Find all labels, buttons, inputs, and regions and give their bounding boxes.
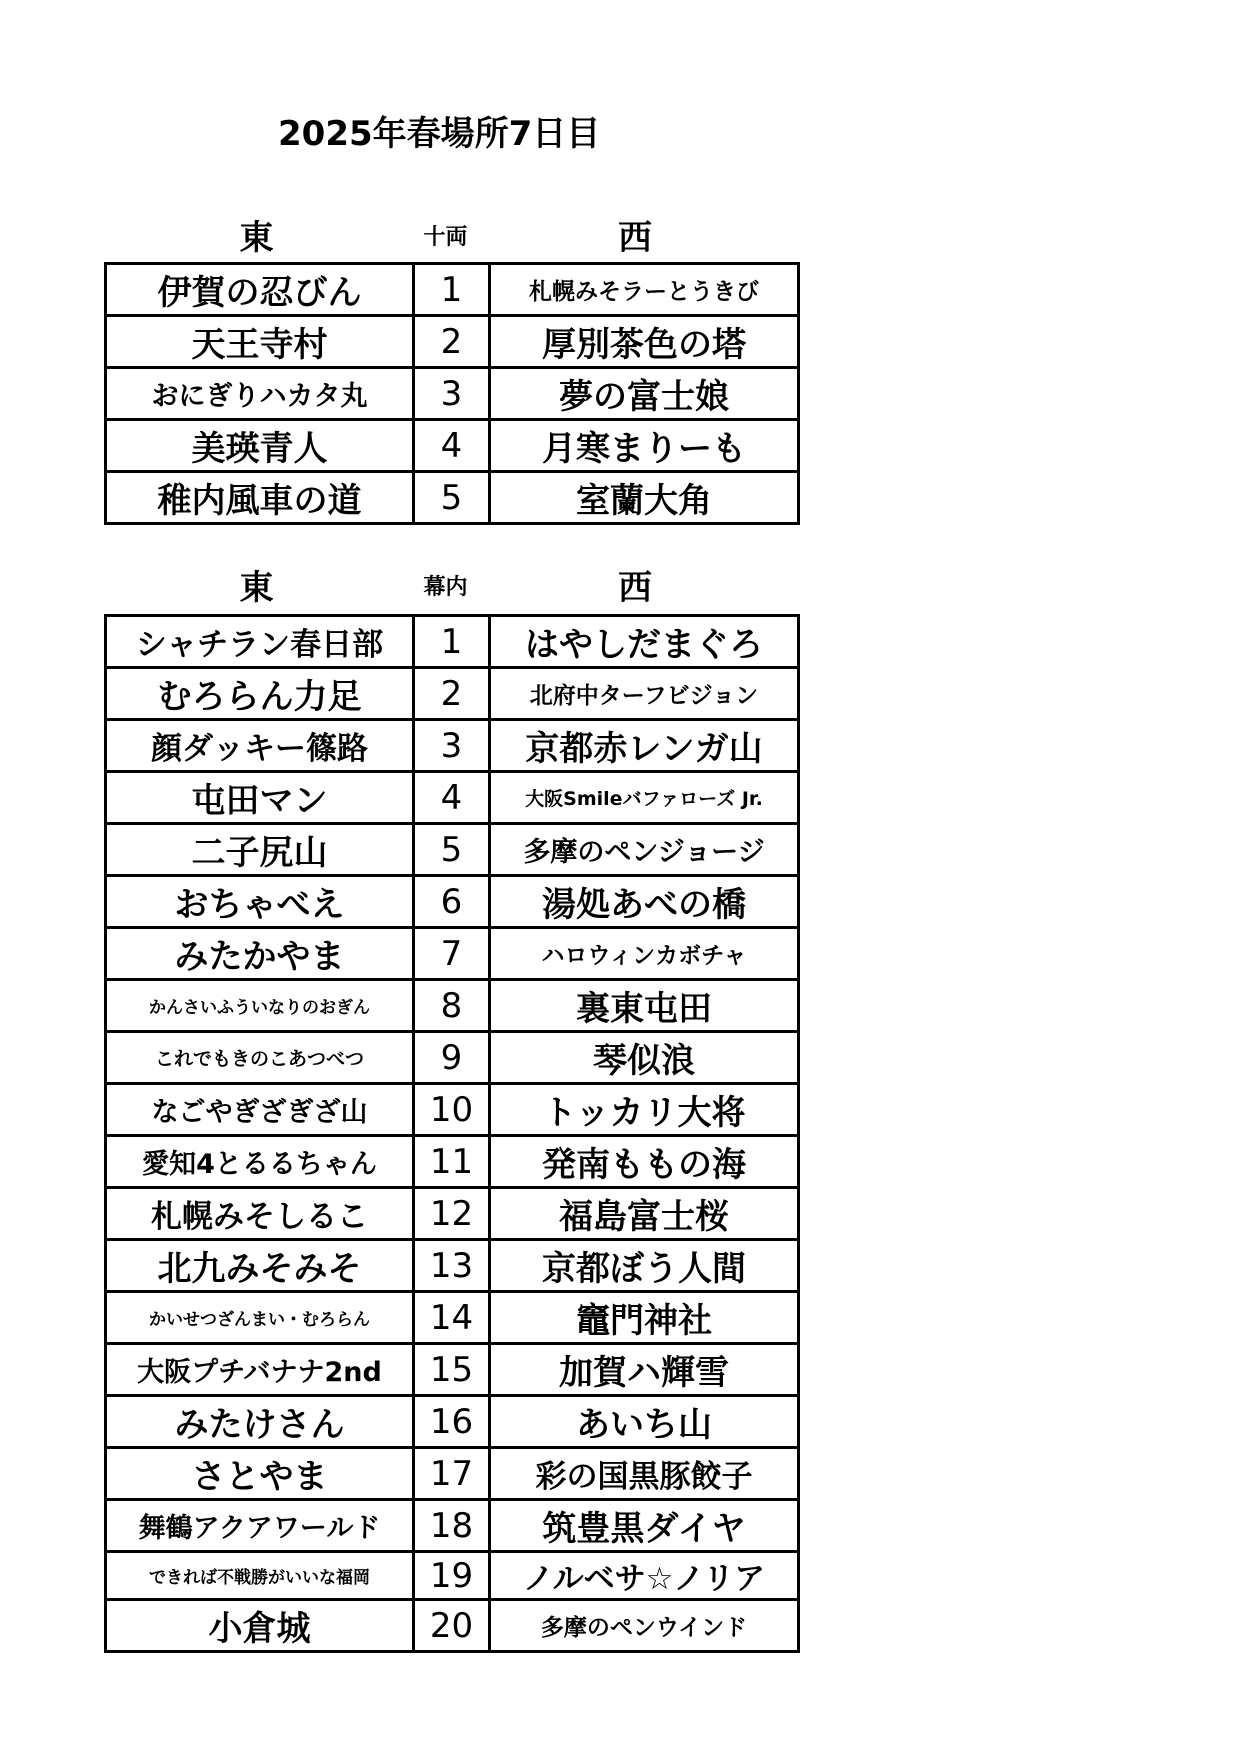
west-rikishi: 加賀ハ輝雪 (490, 1344, 799, 1396)
west-rikishi: 京都ぼう人間 (490, 1240, 799, 1292)
west-rikishi: ノルベサ☆ノリア (490, 1552, 799, 1600)
rank-number: 4 (414, 420, 490, 472)
west-rikishi: 大阪Smileバファローズ Jr. (490, 772, 799, 824)
juryo-header-west: 西 (618, 218, 652, 258)
east-rikishi: 顔ダッキー篠路 (106, 720, 414, 772)
east-rikishi: おちゃべえ (106, 876, 414, 928)
table-row (106, 420, 799, 472)
west-rikishi: 夢の富士娘 (490, 368, 799, 420)
juryo-header (104, 216, 788, 260)
rank-number: 14 (414, 1292, 490, 1344)
table-row (106, 928, 799, 980)
west-rikishi: あいち山 (490, 1396, 799, 1448)
rank-number: 10 (414, 1084, 490, 1136)
west-rikishi: ハロウィンカボチャ (490, 928, 799, 980)
table-row (106, 876, 799, 928)
table-row (106, 316, 799, 368)
east-rikishi: 舞鶴アクアワールド (106, 1500, 414, 1552)
west-rikishi: 多摩のペンウインド (490, 1600, 799, 1652)
table-row (106, 668, 799, 720)
rank-number: 1 (414, 616, 490, 668)
page-title: 2025年春場所7日目 (278, 114, 601, 154)
east-rikishi: さとやま (106, 1448, 414, 1500)
west-rikishi: 発南ももの海 (490, 1136, 799, 1188)
east-rikishi: シャチラン春日部 (106, 616, 414, 668)
rank-number: 2 (414, 668, 490, 720)
juryo-header-east: 東 (239, 218, 274, 258)
west-rikishi: 裏東屯田 (490, 980, 799, 1032)
east-rikishi: 天王寺村 (106, 316, 414, 368)
table-row (106, 1188, 799, 1240)
rank-number: 5 (414, 824, 490, 876)
table-row (106, 980, 799, 1032)
table-row (106, 1448, 799, 1500)
juryo-table (104, 262, 800, 525)
west-rikishi: 厚別茶色の塔 (490, 316, 799, 368)
east-rikishi: これでもきのこあつべつ (106, 1032, 414, 1084)
rank-number: 11 (414, 1136, 490, 1188)
rank-number: 19 (414, 1552, 490, 1600)
table-row (106, 1396, 799, 1448)
rank-number: 4 (414, 772, 490, 824)
east-rikishi: おにぎりハカタ丸 (106, 368, 414, 420)
makuuchi-header (104, 566, 788, 610)
rank-number: 20 (414, 1600, 490, 1652)
west-rikishi: 室蘭大角 (490, 472, 799, 524)
west-rikishi: 京都赤レンガ山 (490, 720, 799, 772)
table-row (106, 720, 799, 772)
table-row (106, 616, 799, 668)
east-rikishi: 大阪プチバナナ2nd (106, 1344, 414, 1396)
rank-number: 6 (414, 876, 490, 928)
table-row (106, 1136, 799, 1188)
west-rikishi: はやしだまぐろ (490, 616, 799, 668)
east-rikishi: 小倉城 (106, 1600, 414, 1652)
east-rikishi: かいせつざんまい・むろらん (106, 1292, 414, 1344)
table-row (106, 1240, 799, 1292)
rank-number: 9 (414, 1032, 490, 1084)
east-rikishi: なごやぎざぎざ山 (106, 1084, 414, 1136)
rank-number: 15 (414, 1344, 490, 1396)
west-rikishi: 湯処あべの橋 (490, 876, 799, 928)
table-row (106, 824, 799, 876)
table-row (106, 1032, 799, 1084)
east-rikishi: 二子尻山 (106, 824, 414, 876)
table-row (106, 1084, 799, 1136)
east-rikishi: 屯田マン (106, 772, 414, 824)
west-rikishi: 月寒まりーも (490, 420, 799, 472)
west-rikishi: 琴似浪 (490, 1032, 799, 1084)
juryo-header-division: 十両 (423, 225, 468, 250)
rank-number: 17 (414, 1448, 490, 1500)
rank-number: 16 (414, 1396, 490, 1448)
east-rikishi: みたけさん (106, 1396, 414, 1448)
east-rikishi: むろらん力足 (106, 668, 414, 720)
rank-number: 5 (414, 472, 490, 524)
table-row (106, 264, 799, 316)
east-rikishi: 北九みそみそ (106, 1240, 414, 1292)
rank-number: 12 (414, 1188, 490, 1240)
west-rikishi: 多摩のペンジョージ (490, 824, 799, 876)
rank-number: 18 (414, 1500, 490, 1552)
rank-number: 8 (414, 980, 490, 1032)
west-rikishi: 竈門神社 (490, 1292, 799, 1344)
rank-number: 3 (414, 720, 490, 772)
east-rikishi: かんさいふういなりのおぎん (106, 980, 414, 1032)
west-rikishi: トッカリ大将 (490, 1084, 799, 1136)
rank-number: 3 (414, 368, 490, 420)
table-row (106, 368, 799, 420)
east-rikishi: できれば不戦勝がいいな福岡 (106, 1552, 414, 1600)
table-row (106, 1292, 799, 1344)
west-rikishi: 札幌みそラーとうきび (490, 264, 799, 316)
makuuchi-header-west: 西 (618, 568, 652, 608)
table-row (106, 1500, 799, 1552)
east-rikishi: 稚内風車の道 (106, 472, 414, 524)
east-rikishi: 愛知4とるるちゃん (106, 1136, 414, 1188)
west-rikishi: 福島富士桜 (490, 1188, 799, 1240)
makuuchi-header-division: 幕内 (423, 575, 468, 600)
west-rikishi: 彩の国黒豚餃子 (490, 1448, 799, 1500)
table-row (106, 472, 799, 524)
table-row (106, 1552, 799, 1600)
rank-number: 7 (414, 928, 490, 980)
east-rikishi: みたかやま (106, 928, 414, 980)
makuuchi-header-east: 東 (239, 568, 274, 608)
table-row (106, 772, 799, 824)
east-rikishi: 伊賀の忍びん (106, 264, 414, 316)
rank-number: 13 (414, 1240, 490, 1292)
table-row (106, 1344, 799, 1396)
west-rikishi: 北府中ターフビジョン (490, 668, 799, 720)
table-row (106, 1600, 799, 1652)
rank-number: 1 (414, 264, 490, 316)
east-rikishi: 札幌みそしるこ (106, 1188, 414, 1240)
makuuchi-table (104, 614, 800, 1653)
west-rikishi: 筑豊黒ダイヤ (490, 1500, 799, 1552)
rank-number: 2 (414, 316, 490, 368)
east-rikishi: 美瑛青人 (106, 420, 414, 472)
